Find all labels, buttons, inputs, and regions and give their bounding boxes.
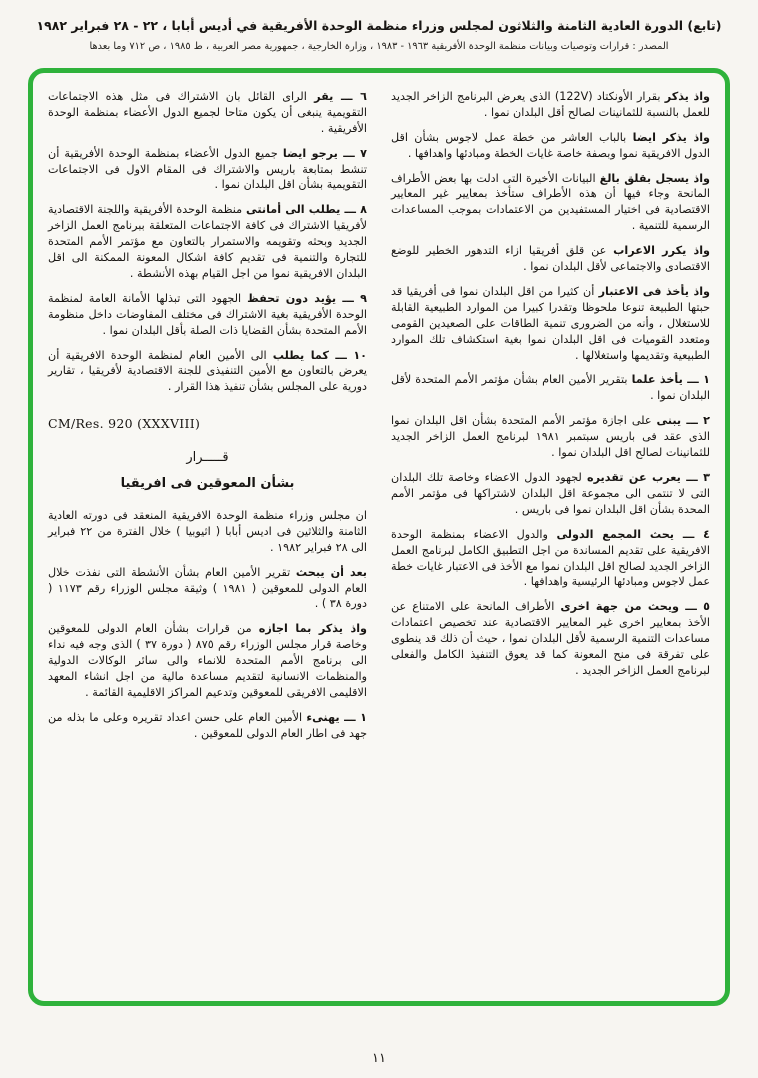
paragraph-text: الأطراف المانحة على الامتناع عن الأخذ بمعايير اخرى غير المعايير الاقتصادية عند تخصيص اعتمادات مساعدات التنمية الرسمية لأقل البلدان نموا ، حيث أن ذلك قد ينطوى على تفرقة فى منح المعونة كما قد يعوق التنفيذ الكامل والفعلى لبرنامج العمل الزاخر الجديد . <box>391 600 710 677</box>
paragraph-lead: واذ يكرر الاعراب <box>613 244 710 258</box>
paragraph-lead: ٩ ـــ يؤيد دون تحفظ <box>247 291 368 305</box>
paragraph <box>391 130 710 162</box>
paragraph-lead: ٤ ـــ يحث المجمع الدولى <box>556 527 711 541</box>
paragraph-lead: واذ يذكر ايضا <box>632 130 711 144</box>
paragraph-text: الأمين العام على حسن اعداد تقريره وعلى ما بذله من جهد فى اطار العام الدولى للمعوقين . <box>48 710 367 740</box>
paragraph-text: تقرير الأمين العام بشأن الأنشطة التى نفذت خلال العام الدولى للمعوقين ( ١٩٨١ ) وثيقة مجلس الوزراء رقم ١١٧٣ ( دورة ٣٨ ) . <box>48 565 367 611</box>
paragraph <box>391 284 710 364</box>
document-header <box>0 18 758 52</box>
page-number: ١١ <box>372 1051 386 1066</box>
numbered-item <box>391 413 710 461</box>
paragraph-lead: بعد أن يبحث <box>295 565 367 579</box>
paragraph <box>391 243 710 275</box>
paragraph-lead: واذ يسجل بقلق بالغ <box>599 171 710 185</box>
paragraph-lead: واذ يذكر بما اجازه <box>258 622 368 636</box>
numbered-item <box>391 372 710 404</box>
paragraph-text: بقرار الأونكتاد (122V) الذى يعرض البرنامج الزاخر الجديد للعمل بالنسبة للثمانينات لصالح أقل البلدان نموا . <box>391 89 710 119</box>
paragraph-text: البيانات الأخيرة التى ادلت بها بعض الأطراف المانحة وجاء فيها أن هذه الأطراف ستأخذ بمعايير غير المعايير الاقتصادية فى اختيار المستفيدين من الاعتمادات بموجب المساعدات الرسمية للتنمية . <box>391 171 710 233</box>
paragraph-lead: ٦ ـــ يقر <box>314 89 367 103</box>
numbered-item <box>48 710 367 742</box>
paragraph-lead: ٧ ـــ يرجو ايضا <box>282 146 368 160</box>
numbered-item <box>48 146 367 194</box>
numbered-item <box>48 202 367 282</box>
paragraph <box>391 89 710 121</box>
paragraph-text: منظمة الوحدة الأفريقية واللجنة الاقتصادية لأفريقيا الاشتراك فى كافة الاجتماعات المتعلقة ببرنامج العمل الزاخر الجديد وبحثه وتقويمه والاستمرار بالتعاون مع مؤتمر الأمم المتحدة للتجارة والتنمية فى تقديم كافة اشكال المعونة الممكنة الى اقل البلدان الافريقية نموا من اجل القيام بهذه الأنشطة . <box>48 203 367 280</box>
paragraph-lead: ٢ ـــ يبنى <box>656 414 710 428</box>
paragraph-text: بتقرير الأمين العام بشأن مؤتمر الأمم المتحدة لأقل البلدان نموا . <box>391 373 710 403</box>
green-border-frame <box>28 68 730 1006</box>
paragraph <box>48 508 367 556</box>
numbered-item <box>48 89 367 137</box>
paragraph <box>391 171 710 235</box>
left-column <box>48 89 367 989</box>
paragraph-text: الراى القائل بان الاشتراك فى مثل هذه الاجتماعات التقويمية ينبغى أن يكون متاحا لجميع الدول الأعضاء بمنظمة الوحدة الأفريقية . <box>48 89 367 135</box>
numbered-item <box>391 527 710 591</box>
paragraph-lead: ١ ـــ يأخذ علما <box>631 373 710 387</box>
document-title: (تابع) الدورة العادية الثامنة والثلاثون لمجلس وزراء منظمة الوحدة الأفريقية في أديس أبابا ، ٢٢ - ٢٨ فبراير ١٩٨٢ <box>36 18 722 33</box>
paragraph-text: على اجازة مؤتمر الأمم المتحدة بشأن اقل البلدان نموا الذى عقد فى باريس سبتمبر ١٩٨١ لبرنامج العمل الزاخر الجديد للثمانينات لصالح اقل البلدان نموا . <box>391 414 710 460</box>
paragraph-lead: ١٠ ـــ كما يطلب <box>272 348 368 362</box>
document-source: المصدر : قرارات وتوصيات وبيانات منظمة الوحدة الأفريقية ١٩٦٣ - ١٩٨٣ ، وزارة الخارجية ، جمهورية مصر العربية ، ط ١٩٨٥ ، ص ٧١٢ وما بعدها <box>89 40 669 52</box>
paragraph <box>48 621 367 701</box>
paragraph-text: الى الأمين العام لمنظمة الوحدة الافريقية أن يعرض بالتعاون مع الأمين التنفيذى للجنة الاقتصادية لأفريقيا ، تقارير دورية على المجلس بشأن تنفيذ هذا القرار . <box>48 348 367 394</box>
paragraph-text: من قرارات بشأن العام الدولى للمعوقين وخاصة قرار مجلس الوزراء رقم ٨٧٥ ( دورة ٣٧ ) الذى وجه فيه نداء الى برنامج الأمم المتحدة للانماء والى سائر الوكالات الدولية والمنظمات الانسانية لتقديم مساعدة مالية من اجل انشاء المعهد الاقليمى الافريقى للمعوقين وتدعيم المراكز الاقليمية القائمة . <box>48 622 368 699</box>
paragraph-text: أن كثيرا من اقل البلدان نموا فى أفريقيا قد حبتها الطبيعة تنوعا ملحوظا وتقدرا كبيرا من الموارد الطبيعية القابلة للاستغلال ، وأنه من الضرورى تنمية الطاقات على الصعيدين القومى ومتعدد القوميات فى اقل البلدان نموا بغية استكشاف تلك الموارد الطبيعية وتقديمها واستغلالها . <box>391 284 710 362</box>
paragraph-text: لجهود الدول الاعضاء وخاصة تلك البلدان التى لا تنتمى الى مجموعة اقل البلدان لاشتراكها فى مؤتمر الأمم المحدة بشأن اقل البلدان نموا فى باريس . <box>391 471 710 516</box>
paragraph-text: عن قلق أفريقيا ازاء التدهور الخطير للوضع الاقتصادى والاجتماعى لأقل البلدان نموا . <box>391 244 710 274</box>
paragraph-text: الجهود التى تبذلها الأمانة العامة لمنظمة الوحدة الأفريقية بغية الاشتراك فى مختلف المفاوضات داخل منظومة الأمم المتحدة بشأن القضايا ذات الصلة بأقل البلدان نموا . <box>48 291 367 337</box>
paragraph <box>48 565 367 613</box>
numbered-item <box>391 470 710 518</box>
resolution-code: CM/Res. 920 (XXXVIII) <box>48 416 201 432</box>
paragraph-lead: ٨ ـــ يطلب الى أمانتى <box>246 203 367 217</box>
numbered-item <box>48 348 367 396</box>
paragraph-lead: ٥ ـــ ويحث من جهة اخرى <box>560 600 710 614</box>
paragraph-lead: واذ يأخذ فى الاعتبار <box>598 284 710 298</box>
paragraph-text: جميع الدول الأعضاء بمنظمة الوحدة الأفريقية أن تنشط بمتابعة باريس والاشتراك فى المقام الاول فى الاجتماعات التقويمية بشأن اقل البلدان نموا . <box>48 146 367 192</box>
paragraph-lead: واذ يذكر <box>664 89 710 103</box>
numbered-item <box>48 291 367 339</box>
two-column-layout <box>48 89 710 989</box>
paragraph-text: ان مجلس وزراء منظمة الوحدة الافريقية المنعقد فى دورته العادية الثامنة والثلاثين فى اديس أبابا ( اثيوبيا ) خلال الفترة من ٢٢ فبراير الى ٢٨ فبراير ١٩٨٢ . <box>48 508 368 554</box>
resolution-heading: قـــــرار <box>186 450 229 466</box>
paragraph-text: والدول الاعضاء بمنظمة الوحدة الافريقية على تقديم المساندة من اجل التطبيق الكامل لبرنامج العمل الزاخر الجديد لصالح اقل البلدان نموا مع الأخذ فى الاعتبار غايات خطة عمل لاجوس ومبادئها الرئيسية واهدافها . <box>391 527 710 589</box>
paragraph-text: بالباب العاشر من خطة عمل لاجوس بشأن اقل الدول الافريقية نموا وبصفة خاصة غايات الخطة ومبادئها واهدافها . <box>391 130 710 160</box>
right-column <box>391 89 710 989</box>
paragraph-lead: ٣ ـــ يعرب عن تقديره <box>586 471 710 484</box>
paragraph-lead: ١ ـــ يهنىء <box>306 710 368 724</box>
resolution-subtitle: بشأن المعوقين فى افريقيا <box>120 476 295 492</box>
numbered-item <box>391 599 710 679</box>
